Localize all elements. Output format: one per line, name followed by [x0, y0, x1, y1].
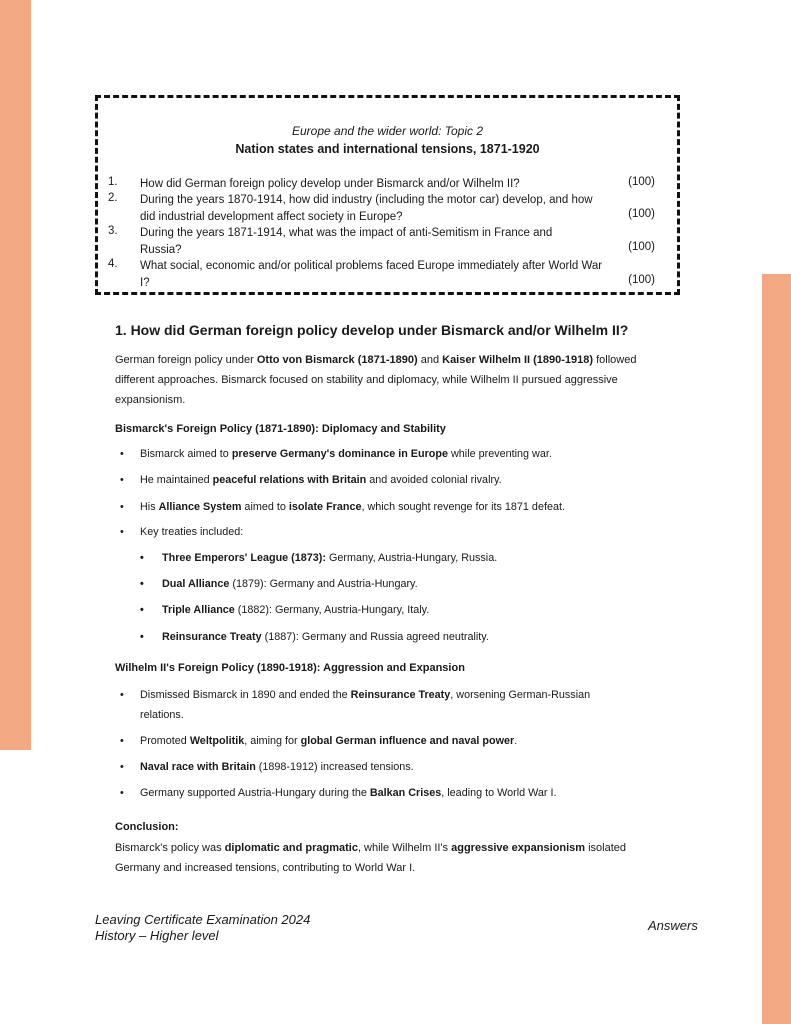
conclusion-heading: Conclusion:: [115, 821, 179, 833]
decorative-bar-left: [0, 0, 31, 750]
bullet-icon: •: [120, 501, 124, 513]
footer-exam-info: [95, 912, 310, 944]
question-number: 4.: [108, 258, 118, 270]
question-text: How did German foreign policy develop under Bismarck and/or Wilhelm II?: [140, 178, 520, 190]
bullet-icon: •: [120, 787, 124, 799]
bullet-icon: •: [120, 735, 124, 747]
question-marks: (100): [628, 208, 655, 220]
footer-answers-label: Answers: [648, 918, 698, 933]
wilhelm-section-heading: Wilhelm II's Foreign Policy (1890-1918): Aggression and Expansion: [115, 662, 465, 674]
intro-paragraph: German foreign policy under Otto von Bismarck (1871-1890) and Kaiser Wilhelm II (1890-1918) followed different approaches. Bismarck focused on stability and diplomacy, while Wilhelm II pursued aggressive expansionism.: [115, 354, 637, 406]
question-marks: (100): [628, 274, 655, 286]
question-text: During the years 1870-1914, how did industry (including the motor car) develop, and how did industrial development affect society in Europe?: [140, 194, 593, 223]
topic-subtitle: Europe and the wider world: Topic 2: [291, 124, 483, 138]
footer-line-2: History – Higher level: [95, 928, 219, 943]
question-number: 2.: [108, 192, 118, 204]
footer-line-1: Leaving Certificate Examination 2024: [95, 912, 311, 927]
conclusion-paragraph: Bismarck's policy was diplomatic and pragmatic, while Wilhelm II's aggressive expansionism isolated Germany and increased tensions, contributing to World War I.: [115, 842, 627, 874]
bullet-icon: •: [120, 689, 124, 701]
question-number: 3.: [108, 225, 118, 237]
topic-title: Nation states and international tensions, 1871-1920: [235, 142, 540, 156]
decorative-bar-right: [762, 274, 791, 1024]
question-text: What social, economic and/or political problems faced Europe immediately after World War I?: [140, 260, 603, 289]
question-marks: (100): [628, 241, 655, 253]
question-marks: (100): [628, 176, 655, 188]
bullet-icon: •: [120, 474, 124, 486]
bullet-icon: •: [140, 578, 144, 590]
question-number: 1.: [108, 176, 118, 188]
bullet-icon: •: [120, 448, 124, 460]
bullet-icon: •: [140, 552, 144, 564]
bullet-icon: •: [140, 604, 144, 616]
bismarck-section-heading: Bismarck's Foreign Policy (1871-1890): Diplomacy and Stability: [115, 423, 446, 435]
bullet-icon: •: [120, 761, 124, 773]
bullet-icon: •: [120, 526, 124, 538]
question-text: During the years 1871-1914, what was the impact of anti-Semitism in France and Russia?: [140, 227, 553, 256]
answer-heading: 1. How did German foreign policy develop under Bismarck and/or Wilhelm II?: [115, 322, 629, 338]
bullet-icon: •: [140, 631, 144, 643]
topic-box: [95, 95, 680, 295]
